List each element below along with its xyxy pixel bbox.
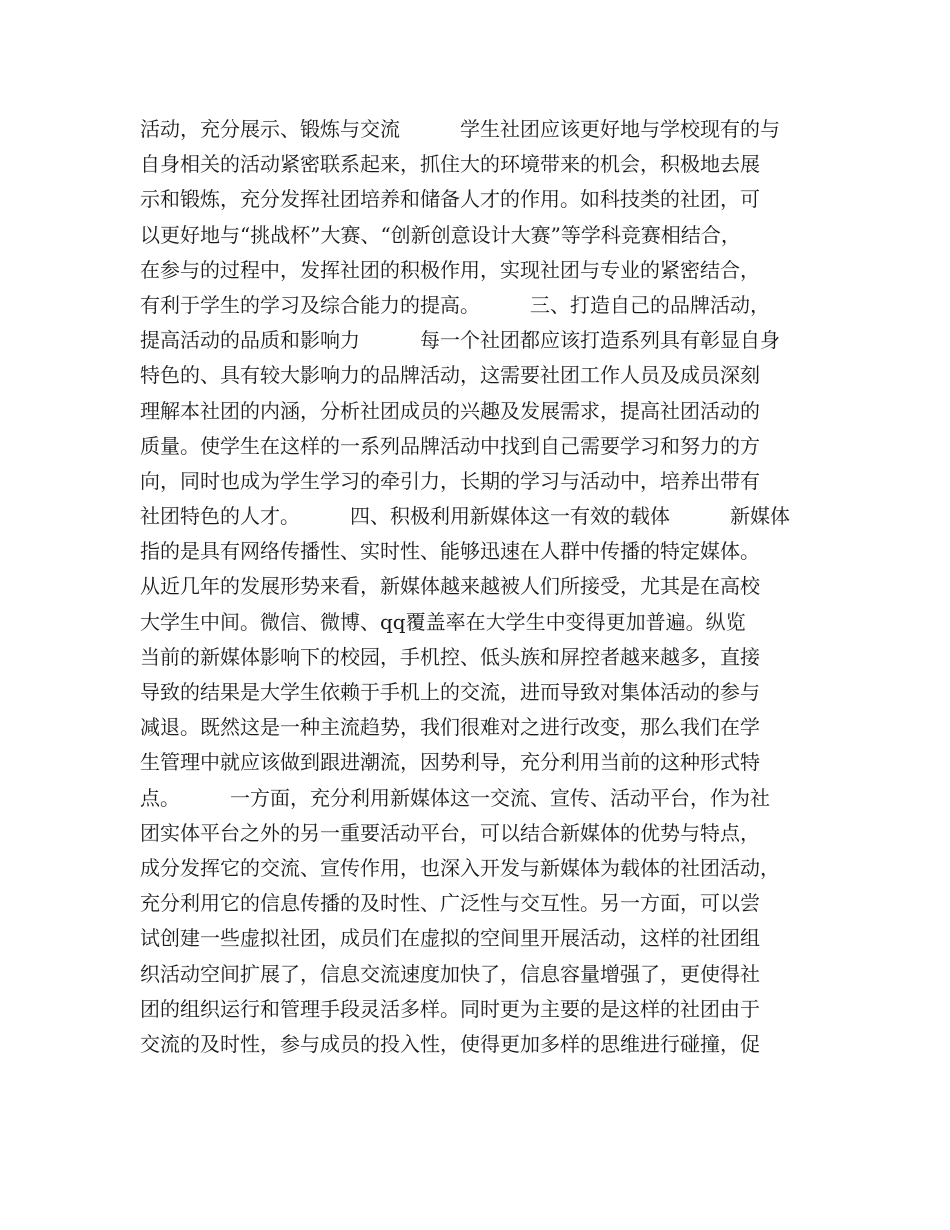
text-line: 减退。既然这是一种主流趋势，我们很难对之进行改变，那么我们在学 [140, 715, 760, 740]
text-line: 向，同时也成为学生学习的牵引力，长期的学习与活动中，培养出带有 [140, 468, 760, 493]
text-line: 指的是具有网络传播性、实时性、能够迅速在人群中传播的特定媒体。 [140, 539, 760, 564]
text-line: 团实体平台之外的另一重要活动平台，可以结合新媒体的优势与特点， [140, 820, 760, 845]
body-text [140, 112, 830, 1062]
text-line: 在参与的过程中，发挥社团的积极作用，实现社团与专业的紧密结合， [140, 257, 760, 282]
text-line: 活动，充分展示、锻炼与交流 学生社团应该更好地与学校现有的与 [140, 117, 780, 141]
text-line: 有利于学生的学习及综合能力的提高。 三、打造自己的品牌活动， [140, 292, 770, 317]
text-line: 交流的及时性，参与成员的投入性，使得更加多样的思维进行碰撞，促 [140, 1031, 760, 1056]
text-line: 自身相关的活动紧密联系起来，抓住大的环境带来的机会，积极地去展 [140, 152, 760, 177]
text-line: 以更好地与“挑战杯”大赛、“创新创意设计大赛”等学科竞赛相结合， [140, 222, 741, 247]
text-line: 示和锻炼，充分发挥社团培养和储备人才的作用。如科技类的社团，可 [140, 187, 760, 212]
text-line: 理解本社团的内涵，分析社团成员的兴趣及发展需求，提高社团活动的 [140, 398, 760, 423]
text-line: 点。 一方面，充分利用新媒体这一交流、宣传、活动平台，作为社 [140, 785, 770, 810]
text-line: 大学生中间。微信、微博、qq覆盖率在大学生中变得更加普遍。纵览 [140, 609, 746, 634]
text-line: 织活动空间扩展了，信息交流速度加快了，信息容量增强了，更使得社 [140, 961, 760, 986]
text-line: 从近几年的发展形势来看，新媒体越来越被人们所接受，尤其是在高校 [140, 574, 760, 599]
text-line: 试创建一些虚拟社团，成员们在虚拟的空间里开展活动，这样的社团组 [140, 926, 760, 951]
text-line: 质量。使学生在这样的一系列品牌活动中找到自己需要学习和努力的方 [140, 433, 760, 458]
text-line: 当前的新媒体影响下的校园，手机控、低头族和屏控者越来越多，直接 [140, 644, 760, 669]
text-line: 导致的结果是大学生依赖于手机上的交流，进而导致对集体活动的参与 [140, 680, 760, 704]
text-line: 成分发挥它的交流、宣传作用，也深入开发与新媒体为载体的社团活动， [140, 855, 780, 880]
text-line: 提高活动的品质和影响力 每一个社团都应该打造系列具有彰显自身 [140, 328, 780, 353]
text-line: 团的组织运行和管理手段灵活多样。同时更为主要的是这样的社团由于 [140, 996, 760, 1021]
text-line: 充分利用它的信息传播的及时性、广泛性与交互性。另一方面，可以尝 [140, 891, 760, 916]
text-line: 生管理中就应该做到跟进潮流，因势利导，充分利用当前的这种形式特 [140, 750, 760, 775]
text-line: 社团特色的人才。 四、积极利用新媒体这一有效的载体 新媒体 [140, 504, 790, 529]
text-line: 特色的、具有较大影响力的品牌活动，这需要社团工作人员及成员深刻 [140, 363, 760, 388]
